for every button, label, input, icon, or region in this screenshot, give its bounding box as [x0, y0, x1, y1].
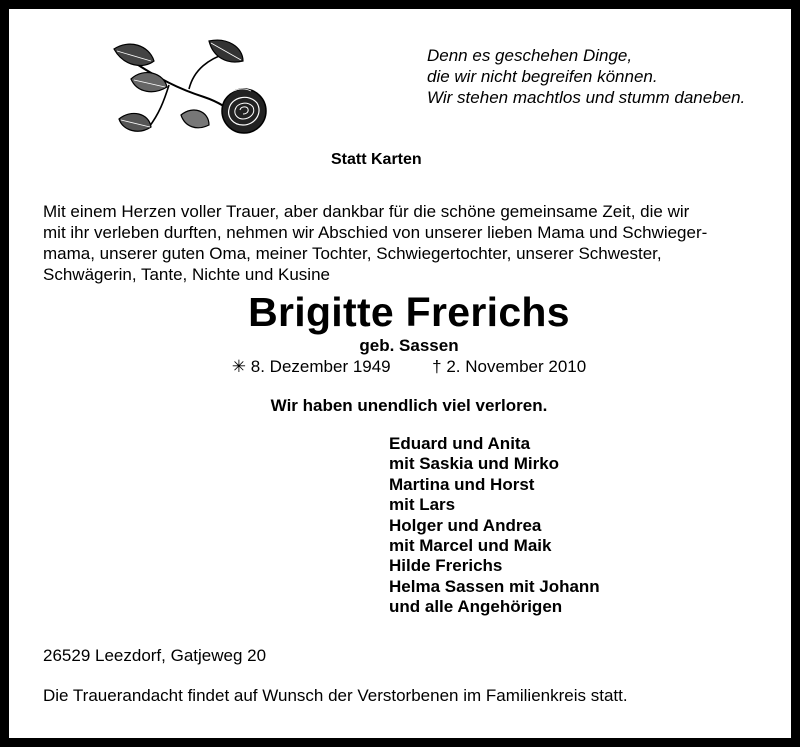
deceased-name: Brigitte Frerichs — [248, 289, 570, 335]
death-cross-icon: † — [432, 357, 442, 376]
list-item: Martina und Horst — [389, 474, 535, 494]
list-item: Eduard und Anita — [389, 434, 531, 453]
birth-icon: ✳ — [231, 357, 247, 376]
intro-line: mama, unserer guten Oma, meiner Tochter, Schwiegertochter, unserer Schwester, — [43, 244, 662, 263]
statt-karten-heading: Statt Karten — [331, 151, 422, 168]
list-item: Hilde Frerichs — [389, 556, 503, 576]
list-item: Helma Sassen mit Johann — [389, 576, 600, 596]
intro-line: Schwägerin, Tante, Nichte und Kusine — [43, 265, 330, 284]
lost-statement: Wir haben unendlich viel verloren. — [270, 396, 548, 415]
quote-line: die wir nicht begreifen können. — [427, 67, 658, 86]
birth-date: 8. Dezember 1949 — [250, 357, 391, 376]
intro-line: Mit einem Herzen voller Trauer, aber dankbar für die schöne gemeinsame Zeit, die wir — [43, 202, 690, 221]
maiden-name: geb. Sassen — [359, 336, 459, 355]
list-item: mit Marcel und Maik — [389, 536, 552, 556]
mourning-address: 26529 Leezdorf, Gatjeweg 20 — [43, 646, 267, 665]
list-item: Holger und Andrea — [389, 515, 542, 535]
list-item: mit Lars — [389, 495, 456, 515]
death-date: 2. November 2010 — [446, 357, 587, 376]
quote-line: Wir stehen machtlos und stumm daneben. — [427, 88, 746, 107]
quote-block — [427, 45, 787, 108]
quote-line: Denn es geschehen Dinge, — [427, 46, 633, 65]
list-item: und alle Angehörigen — [389, 597, 563, 617]
intro-paragraph — [43, 201, 783, 285]
intro-line: mit ihr verleben durften, nehmen wir Abschied von unserer lieben Mama und Schwieger- — [43, 223, 708, 242]
rose-illustration — [109, 39, 269, 149]
mourners-list — [389, 434, 600, 618]
list-item: mit Saskia und Mirko — [389, 454, 560, 474]
service-note: Die Trauerandacht findet auf Wunsch der Verstorbenen im Familienkreis statt. — [43, 686, 628, 705]
life-dates — [9, 357, 800, 377]
